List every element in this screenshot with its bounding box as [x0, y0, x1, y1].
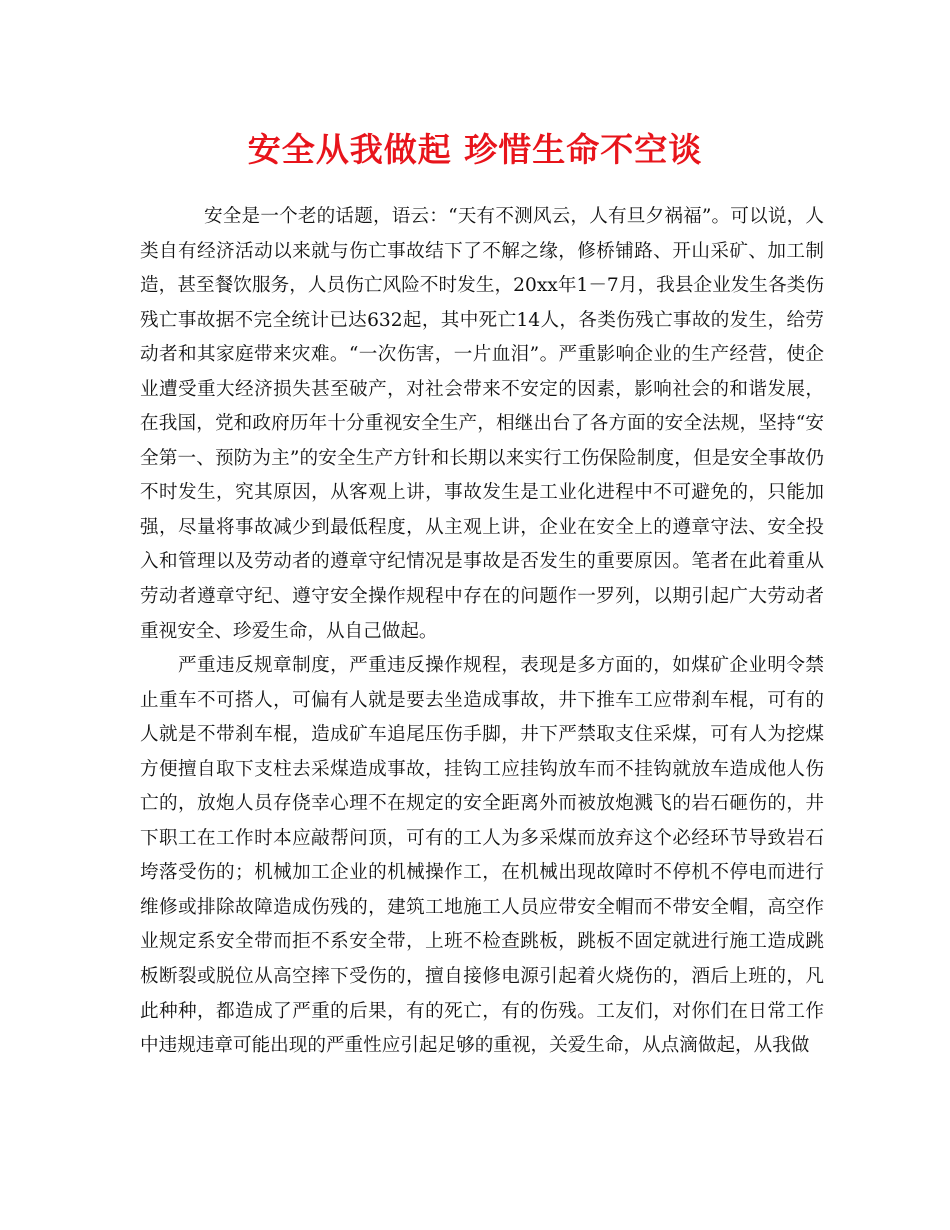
body-paragraph-1: 安全是一个老的话题，语云：“天有不测风云，人有旦夕祸福”。可以说，人类自有经济活动以来就与伤亡事故结下了不解之缘，修桥铺路、开山采矿、加工制造，甚至餐饮服务，人员伤亡风险不时发生，20xx年1－7月，我县企业发生各类伤残亡事故据不完全统计已达632起，其中死亡14人，各类伤残亡事故的发生，给劳动者和其家庭带来灾难。“一次伤害，一片血泪”。严重影响企业的生产经营，使企业遭受重大经济损失甚至破产，对社会带来不安定的因素，影响社会的和谐发展，在我国，党和政府历年十分重视安全生产，相继出台了各方面的安全法规，坚持“安全第一、预防为主”的安全生产方针和长期以来实行工伤保险制度，但是安全事故仍不时发生，究其原因，从客观上讲，事故发生是工业化进程中不可避免的，只能加强，尽量将事故减少到最低程度，从主观上讲，企业在安全上的遵章守法、安全投入和管理以及劳动者的遵章守纪情况是事故是否发生的重要原因。笔者在此着重从劳动者遵章守纪、遵守安全操作规程中存在的问题作一罗列，以期引起广大劳动者重视安全、珍爱生命，从自己做起。 — [140, 206, 824, 642]
document-body — [140, 200, 824, 1064]
document-title: 安全从我做起 珍惜生命不空谈 — [247, 130, 703, 169]
body-paragraph-2: 严重违反规章制度，严重违反操作规程，表现是多方面的，如煤矿企业明令禁止重车不可搭人，可偏有人就是要去坐造成事故，井下推车工应带刹车棍，可有的人就是不带刹车棍，造成矿车追尾压伤手脚，井下严禁取支住采煤，可有人为挖煤方便擅自取下支柱去采煤造成事故，挂钩工应挂钩放车而不挂钩就放车造成他人伤亡的，放炮人员存侥幸心理不在规定的安全距离外而被放炮溅飞的岩石砸伤的，井下职工在工作时本应敲帮问顶，可有的工人为多采煤而放弃这个必经环节导致岩石垮落受伤的；机械加工企业的机械操作工，在机械出现故障时不停机不停电而进行维修或排除故障造成伤残的，建筑工地施工人员应带安全帽而不带安全帽，高空作业规定系安全带而拒不系安全带，上班不检查跳板，跳板不固定就进行施工造成跳板断裂或脱位从高空摔下受伤的，擅自接修电源引起着火烧伤的，酒后上班的，凡此种种，都造成了严重的后果，有的死亡，有的伤残。工友们，对你们在日常工作中违规违章可能出现的严重性应引起足够的重视，关爱生命，从点滴做起，从我做 — [140, 655, 824, 1057]
